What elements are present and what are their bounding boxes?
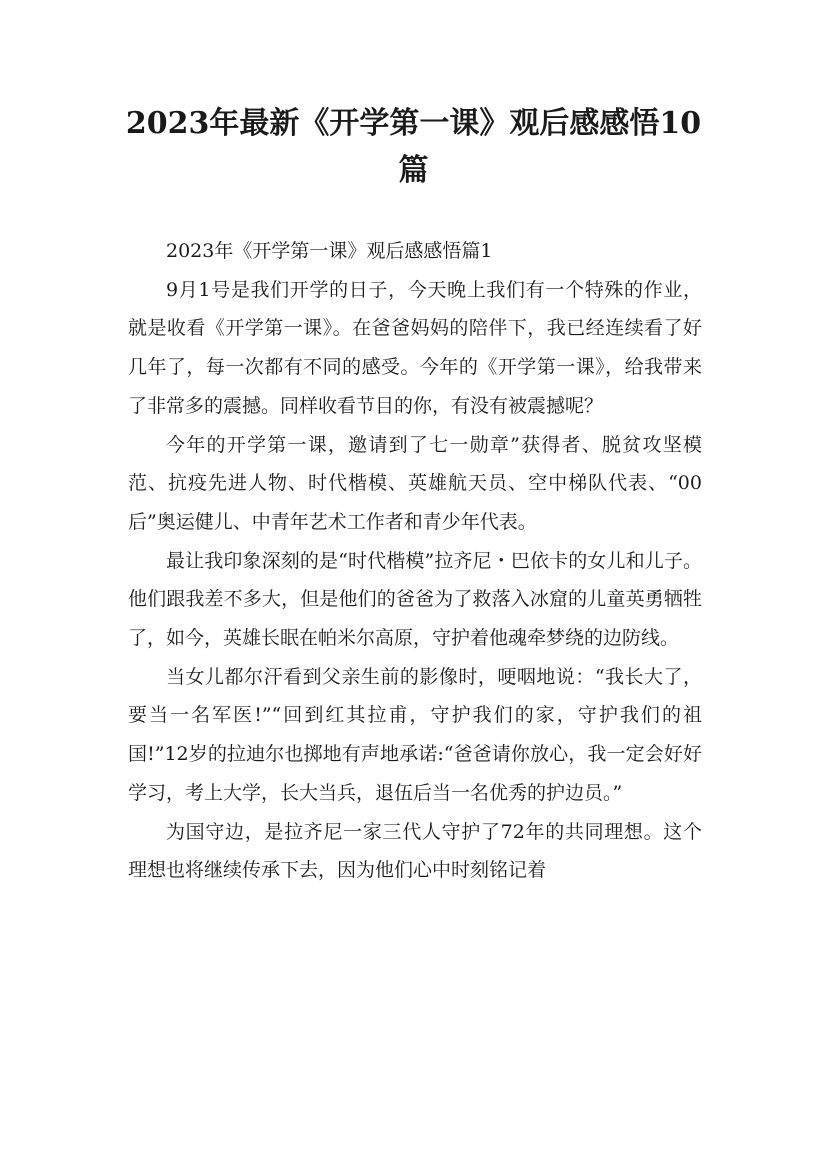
title-line-1: 2023年最新《开学第一课》观后感感悟10	[125, 106, 702, 141]
title-line-2: 篇	[398, 153, 429, 188]
paragraph-5: 为国守边，是拉齐尼一家三代人守护了72年的共同理想。这个理想也将继续传承下去，因为他们心中时刻铭记着	[128, 820, 702, 882]
paragraph-4: 当女儿都尔汗看到父亲生前的影像时，哽咽地说：“我长大了，要当一名军医!”“回到红其拉甫，守护我们的家，守护我们的祖国!”12岁的拉迪尔也掷地有声地承诺:“爸爸请你放心，我一定会好好学习，考上大学，长大当兵，退伍后当一名优秀的护边员。”	[128, 665, 702, 804]
section-heading: 2023年《开学第一课》观后感感悟篇1	[166, 240, 493, 262]
document-title	[110, 100, 717, 194]
paragraph-1: 9月1号是我们开学的日子，今天晚上我们有一个特殊的作业，就是收看《开学第一课》。在爸爸妈妈的陪伴下，我已经连续看了好几年了，每一次都有不同的感受。今年的《开学第一课》，给我带来了非常多的震撼。同样收看节目的你，有没有被震撼呢？	[128, 278, 702, 417]
document-body	[128, 232, 702, 890]
paragraph-2: 今年的开学第一课，邀请到了七一勋章”获得者、脱贫攻坚模范、抗疫先进人物、时代楷模、英雄航天员、空中梯队代表、“00后”奥运健儿、中青年艺术工作者和青少年代表。	[128, 433, 702, 533]
paragraph-3: 最让我印象深刻的是“时代楷模”拉齐尼・巴依卡的女儿和儿子。他们跟我差不多大，但是他们的爸爸为了救落入冰窟的儿童英勇牺牲了，如今，英雄长眠在帕米尔高原，守护着他魂牵梦绕的边防线。	[128, 549, 702, 650]
